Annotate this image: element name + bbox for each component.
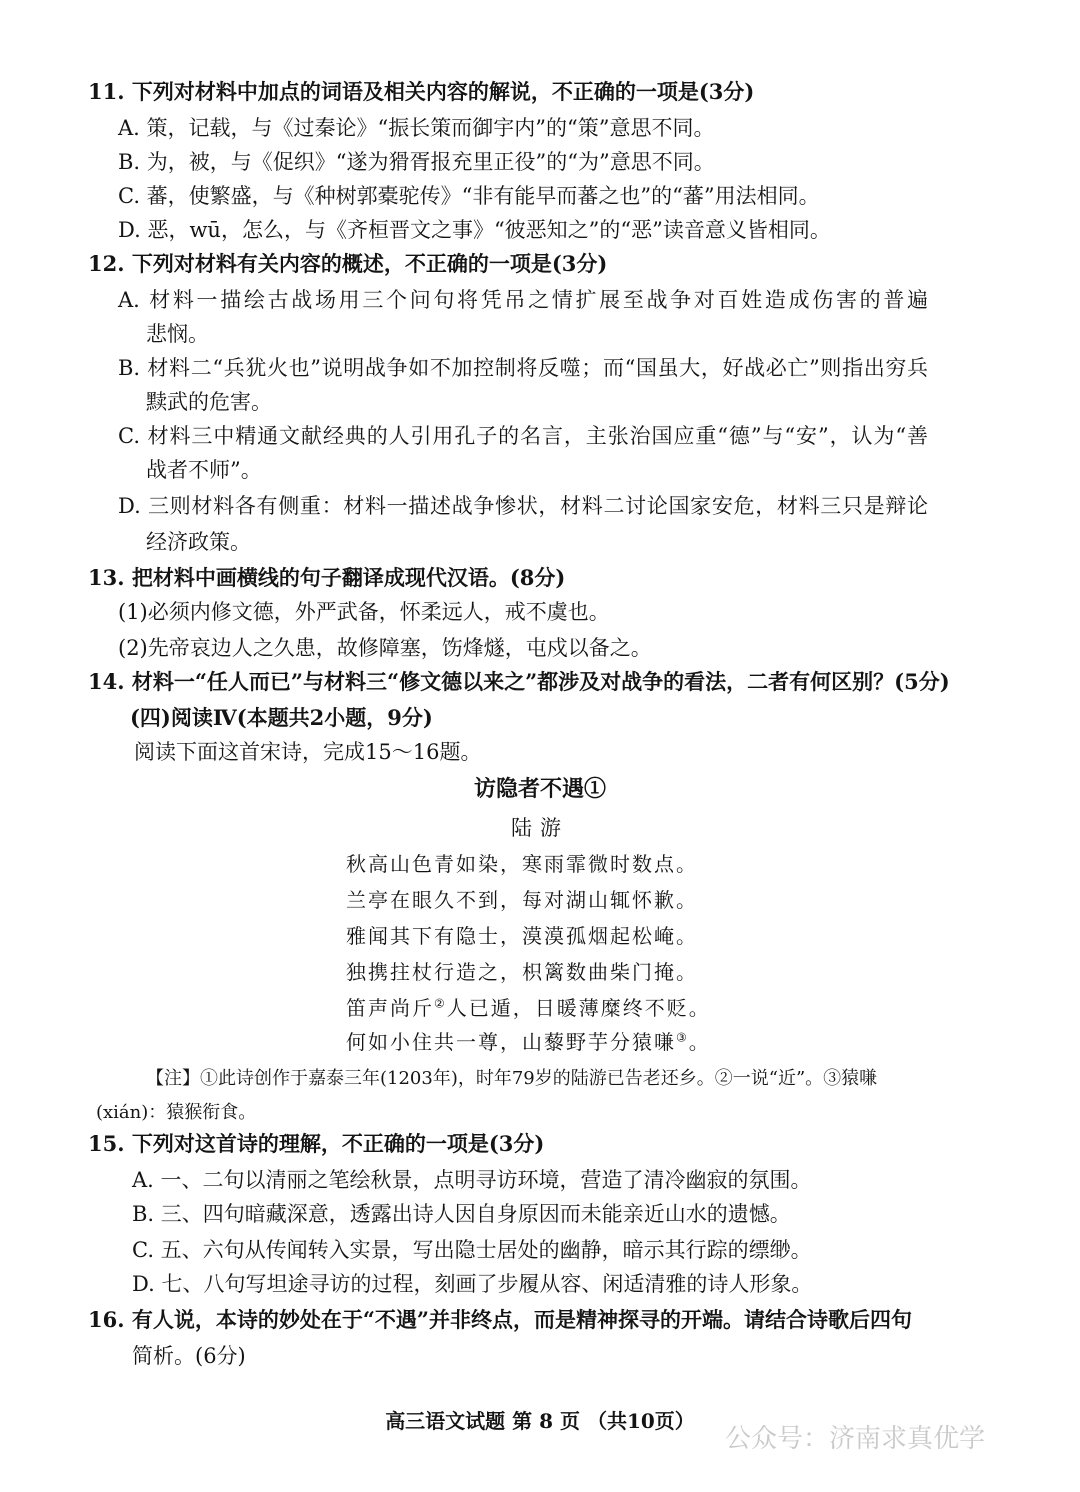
section-4-heading: (四)阅读Ⅳ(本题共2小题，9分) [130,705,433,730]
poem-note-line-2: (xián)：猿猴衔食。 [96,1102,257,1123]
poem-line-6-period: 。 [688,1030,711,1054]
poem-line-6 [346,1026,711,1055]
question-16-stem: 16. 有人说，本诗的妙处在于“不遇”并非终点，而是精神探寻的开端。请结合诗歌后四句 [88,1307,913,1332]
poem-line-3: 雅闻其下有隐士，漠漠孤烟起松崦。 [346,924,698,948]
question-15-option-d: D. 七、八句写坦途寻访的过程，刻画了步履从容、闲适清雅的诗人形象。 [132,1272,813,1296]
watermark: 公众号：济南求真优学 [725,1424,986,1454]
poem-line-1: 秋高山色青如染，寒雨霏微时数点。 [346,852,698,876]
question-13-sentence-2: (2)先帝哀边人之久患，故修障塞，饬烽燧，屯戍以备之。 [118,636,652,660]
question-12-option-b: B. 材料二“兵犹火也”说明战争如不加控制将反噬；而“国虽大，好战必亡”则指出穷兵 [118,356,928,380]
question-15-option-c: C. 五、六句从传闻转入实景，写出隐士居处的幽静，暗示其行踪的缥缈。 [132,1238,812,1262]
question-11-option-d: D. 恶，wū，怎么，与《齐桓晋文之事》“彼恶知之”的“恶”读音意义皆相同。 [118,218,831,242]
question-12-stem: 12. 下列对材料有关内容的概述，不正确的一项是(3分) [88,251,608,276]
question-15-option-b: B. 三、四句暗藏深意，透露出诗人因自身原因而未能亲近山水的遗憾。 [132,1202,791,1226]
section-4-intro: 阅读下面这首宋诗，完成15～16题。 [134,740,482,764]
poem-author: 陆游 [511,816,569,840]
poem-line-5-part-1: 笛声尚斤 [346,996,434,1020]
question-13-sentence-1: (1)必须内修文德，外严武备，怀柔远人，戒不虞也。 [118,600,610,624]
question-12-option-a: A. 材料一描绘古战场用三个问句将凭吊之情扩展至战争对百姓造成伤害的普遍 [118,288,928,312]
question-11-option-c: C. 蕃，使繁盛，与《种树郭橐驼传》“非有能早而蕃之也”的“蕃”用法相同。 [118,184,820,208]
page-footer: 高三语文试题 第 8 页 （共10页） [385,1409,695,1433]
poem-line-6-text: 何如小住共一尊，山藜野芋分猿嗛 [346,1030,676,1054]
question-12-option-c-cont: 战者不师”。 [146,458,262,482]
footnote-marker-2: ② [434,996,447,1011]
question-15-stem: 15. 下列对这首诗的理解，不正确的一项是(3分) [88,1131,545,1156]
poem-line-5 [346,992,711,1021]
question-11-stem: 11. 下列对材料中加点的词语及相关内容的解说，不正确的一项是(3分) [88,79,755,104]
question-12-option-b-cont: 黩武的危害。 [146,390,272,414]
question-12-option-c: C. 材料三中精通文献经典的人引用孔子的名言，主张治国应重“德”与“安”，认为“善 [118,424,928,448]
question-12-option-a-cont: 悲悯。 [146,322,209,346]
question-14-stem: 14. 材料一“任人而已”与材料三“修文德以来之”都涉及对战争的看法，二者有何区别？(5分) [88,669,950,694]
question-11-option-b: B. 为，被，与《促织》“遂为猾胥报充里正役”的“为”意思不同。 [118,150,715,174]
question-16-stem-cont: 简析。(6分) [132,1344,246,1368]
poem-note-line-1: 【注】①此诗创作于嘉泰三年(1203年)，时年79岁的陆游已告老还乡。②一说“近”。③猿嗛 [146,1068,878,1089]
poem-line-4: 独携拄杖行造之，枳篱数曲柴门掩。 [346,960,698,984]
question-13-stem: 13. 把材料中画横线的句子翻译成现代汉语。(8分) [88,565,566,590]
question-12-option-d: D. 三则材料各有侧重：材料一描述战争惨状，材料二讨论国家安危，材料三只是辩论 [118,494,928,518]
question-12-option-d-cont: 经济政策。 [146,530,251,554]
footnote-marker-3: ③ [676,1030,689,1045]
poem-title: 访隐者不遇① [473,776,606,802]
poem-line-5-part-2: 人已遁，日暖薄糜终不贬。 [446,996,711,1020]
poem-line-2: 兰亭在眼久不到，每对湖山辄怀歉。 [346,888,698,912]
question-15-option-a: A. 一、二句以清丽之笔绘秋景，点明寻访环境，营造了清冷幽寂的氛围。 [132,1168,812,1192]
question-11-option-a: A. 策，记载，与《过秦论》“振长策而御宇内”的“策”意思不同。 [118,116,715,140]
